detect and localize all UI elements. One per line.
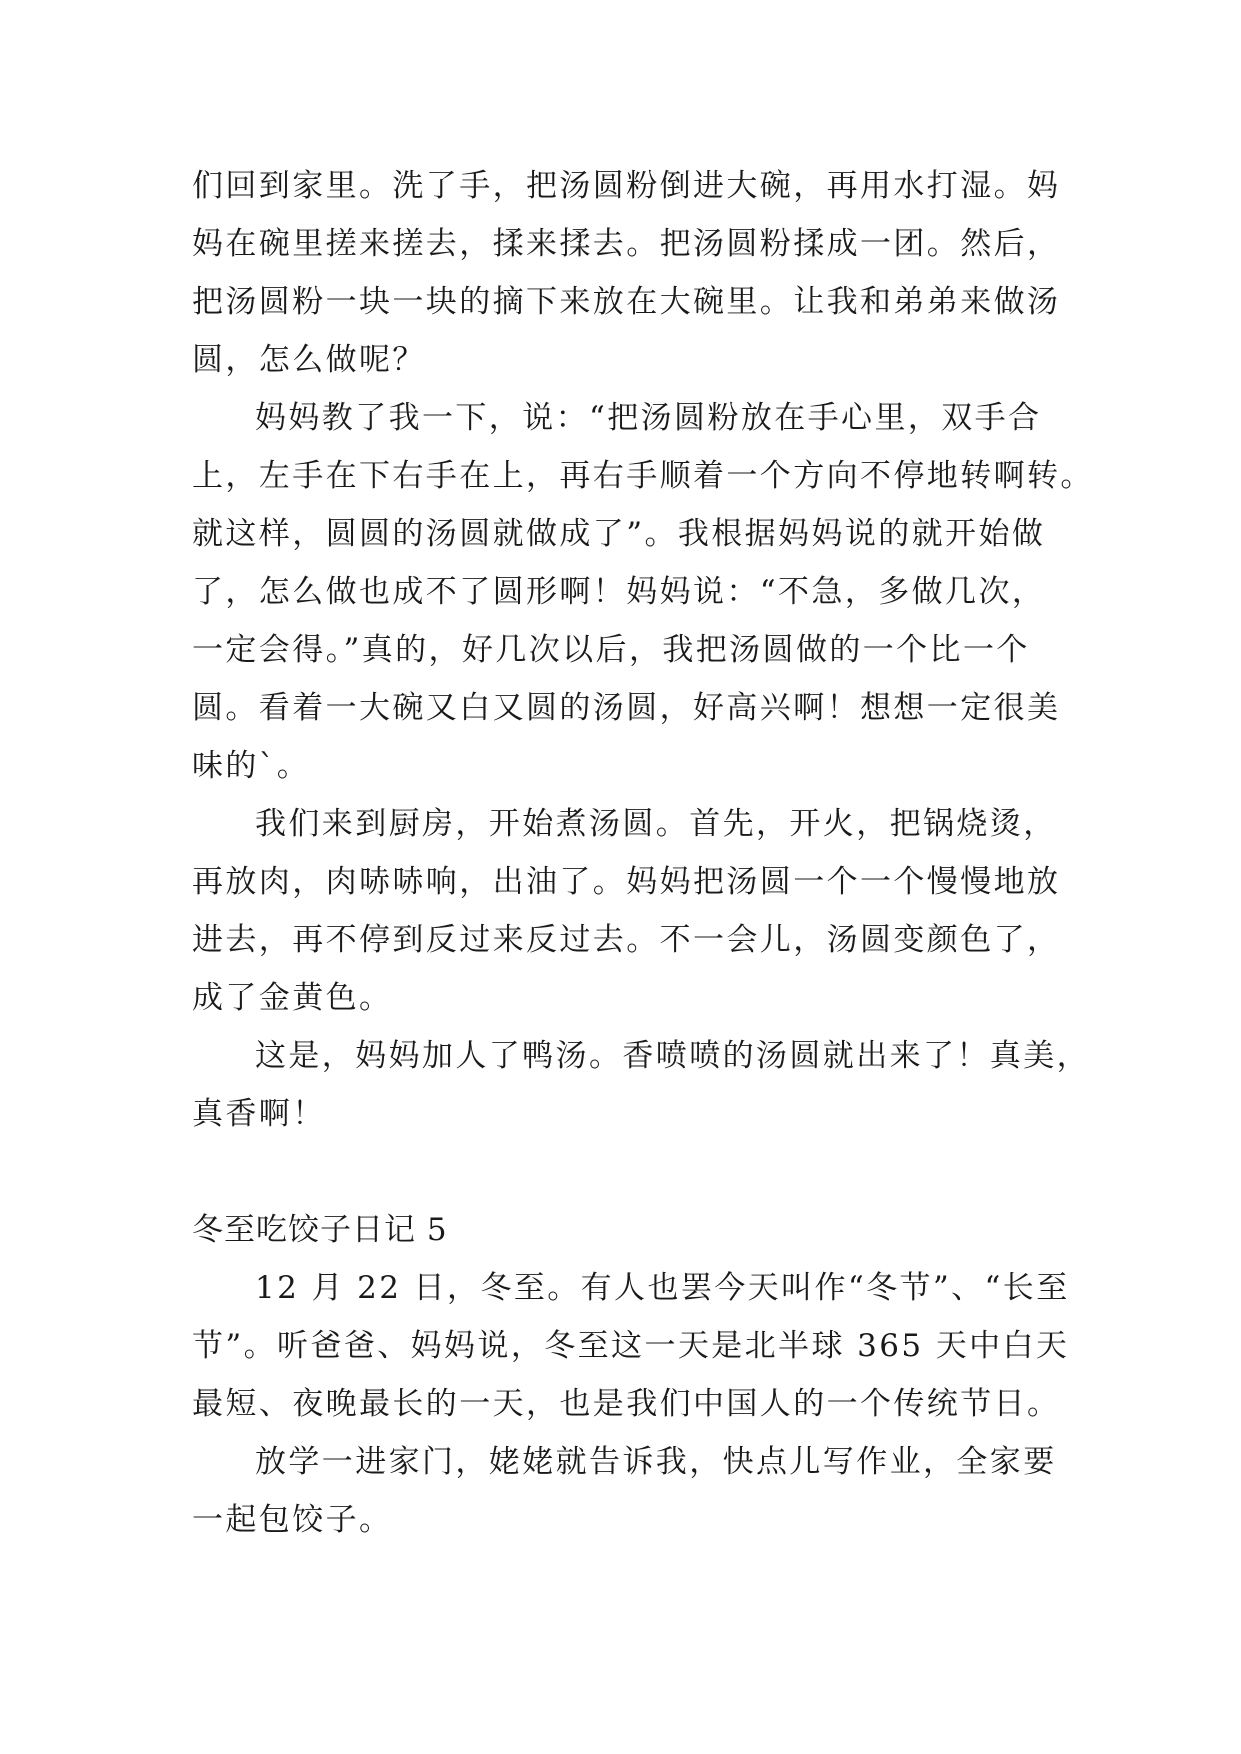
paragraph-line: 12 月 22 日，冬至。有人也罢今天叫作“冬节”、“长至 [255,1270,1070,1306]
paragraph-line: 节”。听爸爸、妈妈说，冬至这一天是北半球 365 天中白天 [192,1328,1070,1364]
paragraph-line: 成了金黄色。 [192,980,393,1016]
paragraph-line: 妈妈教了我一下，说：“把汤圆粉放在手心里，双手合 [255,400,1042,436]
paragraph-line: 妈在碗里搓来搓去，揉来揉去。把汤圆粉揉成一团。然后， [192,226,1061,262]
paragraph-line: 我们来到厨房，开始煮汤圆。首先，开火，把锅烧烫， [255,806,1057,842]
paragraph-line: 进去，再不停到反过来反过去。不一会儿，汤圆变颜色了， [192,922,1061,958]
paragraph-line: 上，左手在下右手在上，再右手顺着一个方向不停地转啊转。 [192,458,1094,494]
paragraph-line: 圆。看着一大碗又白又圆的汤圆，好高兴啊！想想一定很美 [192,690,1061,726]
paragraph-line: 就这样，圆圆的汤圆就做成了”。我根据妈妈说的就开始做 [192,516,1046,552]
paragraph-line: 们回到家里。洗了手，把汤圆粉倒进大碗，再用水打湿。妈 [192,168,1061,204]
section-heading: 冬至吃饺子日记 5 [192,1212,448,1248]
paragraph-line: 最短、夜晚最长的一天，也是我们中国人的一个传统节日。 [192,1386,1061,1422]
paragraph-line: 放学一进家门，姥姥就告诉我，快点儿写作业，全家要 [255,1444,1057,1480]
paragraph-line: 一定会得。”真的，好几次以后，我把汤圆做的一个比一个 [192,632,1030,668]
paragraph-line: 再放肉，肉哧哧响，出油了。妈妈把汤圆一个一个慢慢地放 [192,864,1061,900]
paragraph-line: 这是，妈妈加人了鸭汤。香喷喷的汤圆就出来了！真美， [255,1038,1090,1074]
paragraph-line: 真香啊！ [192,1096,326,1132]
paragraph-line: 一起包饺子。 [192,1502,393,1538]
paragraph-line: 味的`。 [192,748,311,784]
paragraph-line: 了，怎么做也成不了圆形啊！妈妈说：“不急，多做几次， [192,574,1046,610]
paragraph-line: 圆，怎么做呢？ [192,342,426,378]
paragraph-line: 把汤圆粉一块一块的摘下来放在大碗里。让我和弟弟来做汤 [192,284,1061,320]
